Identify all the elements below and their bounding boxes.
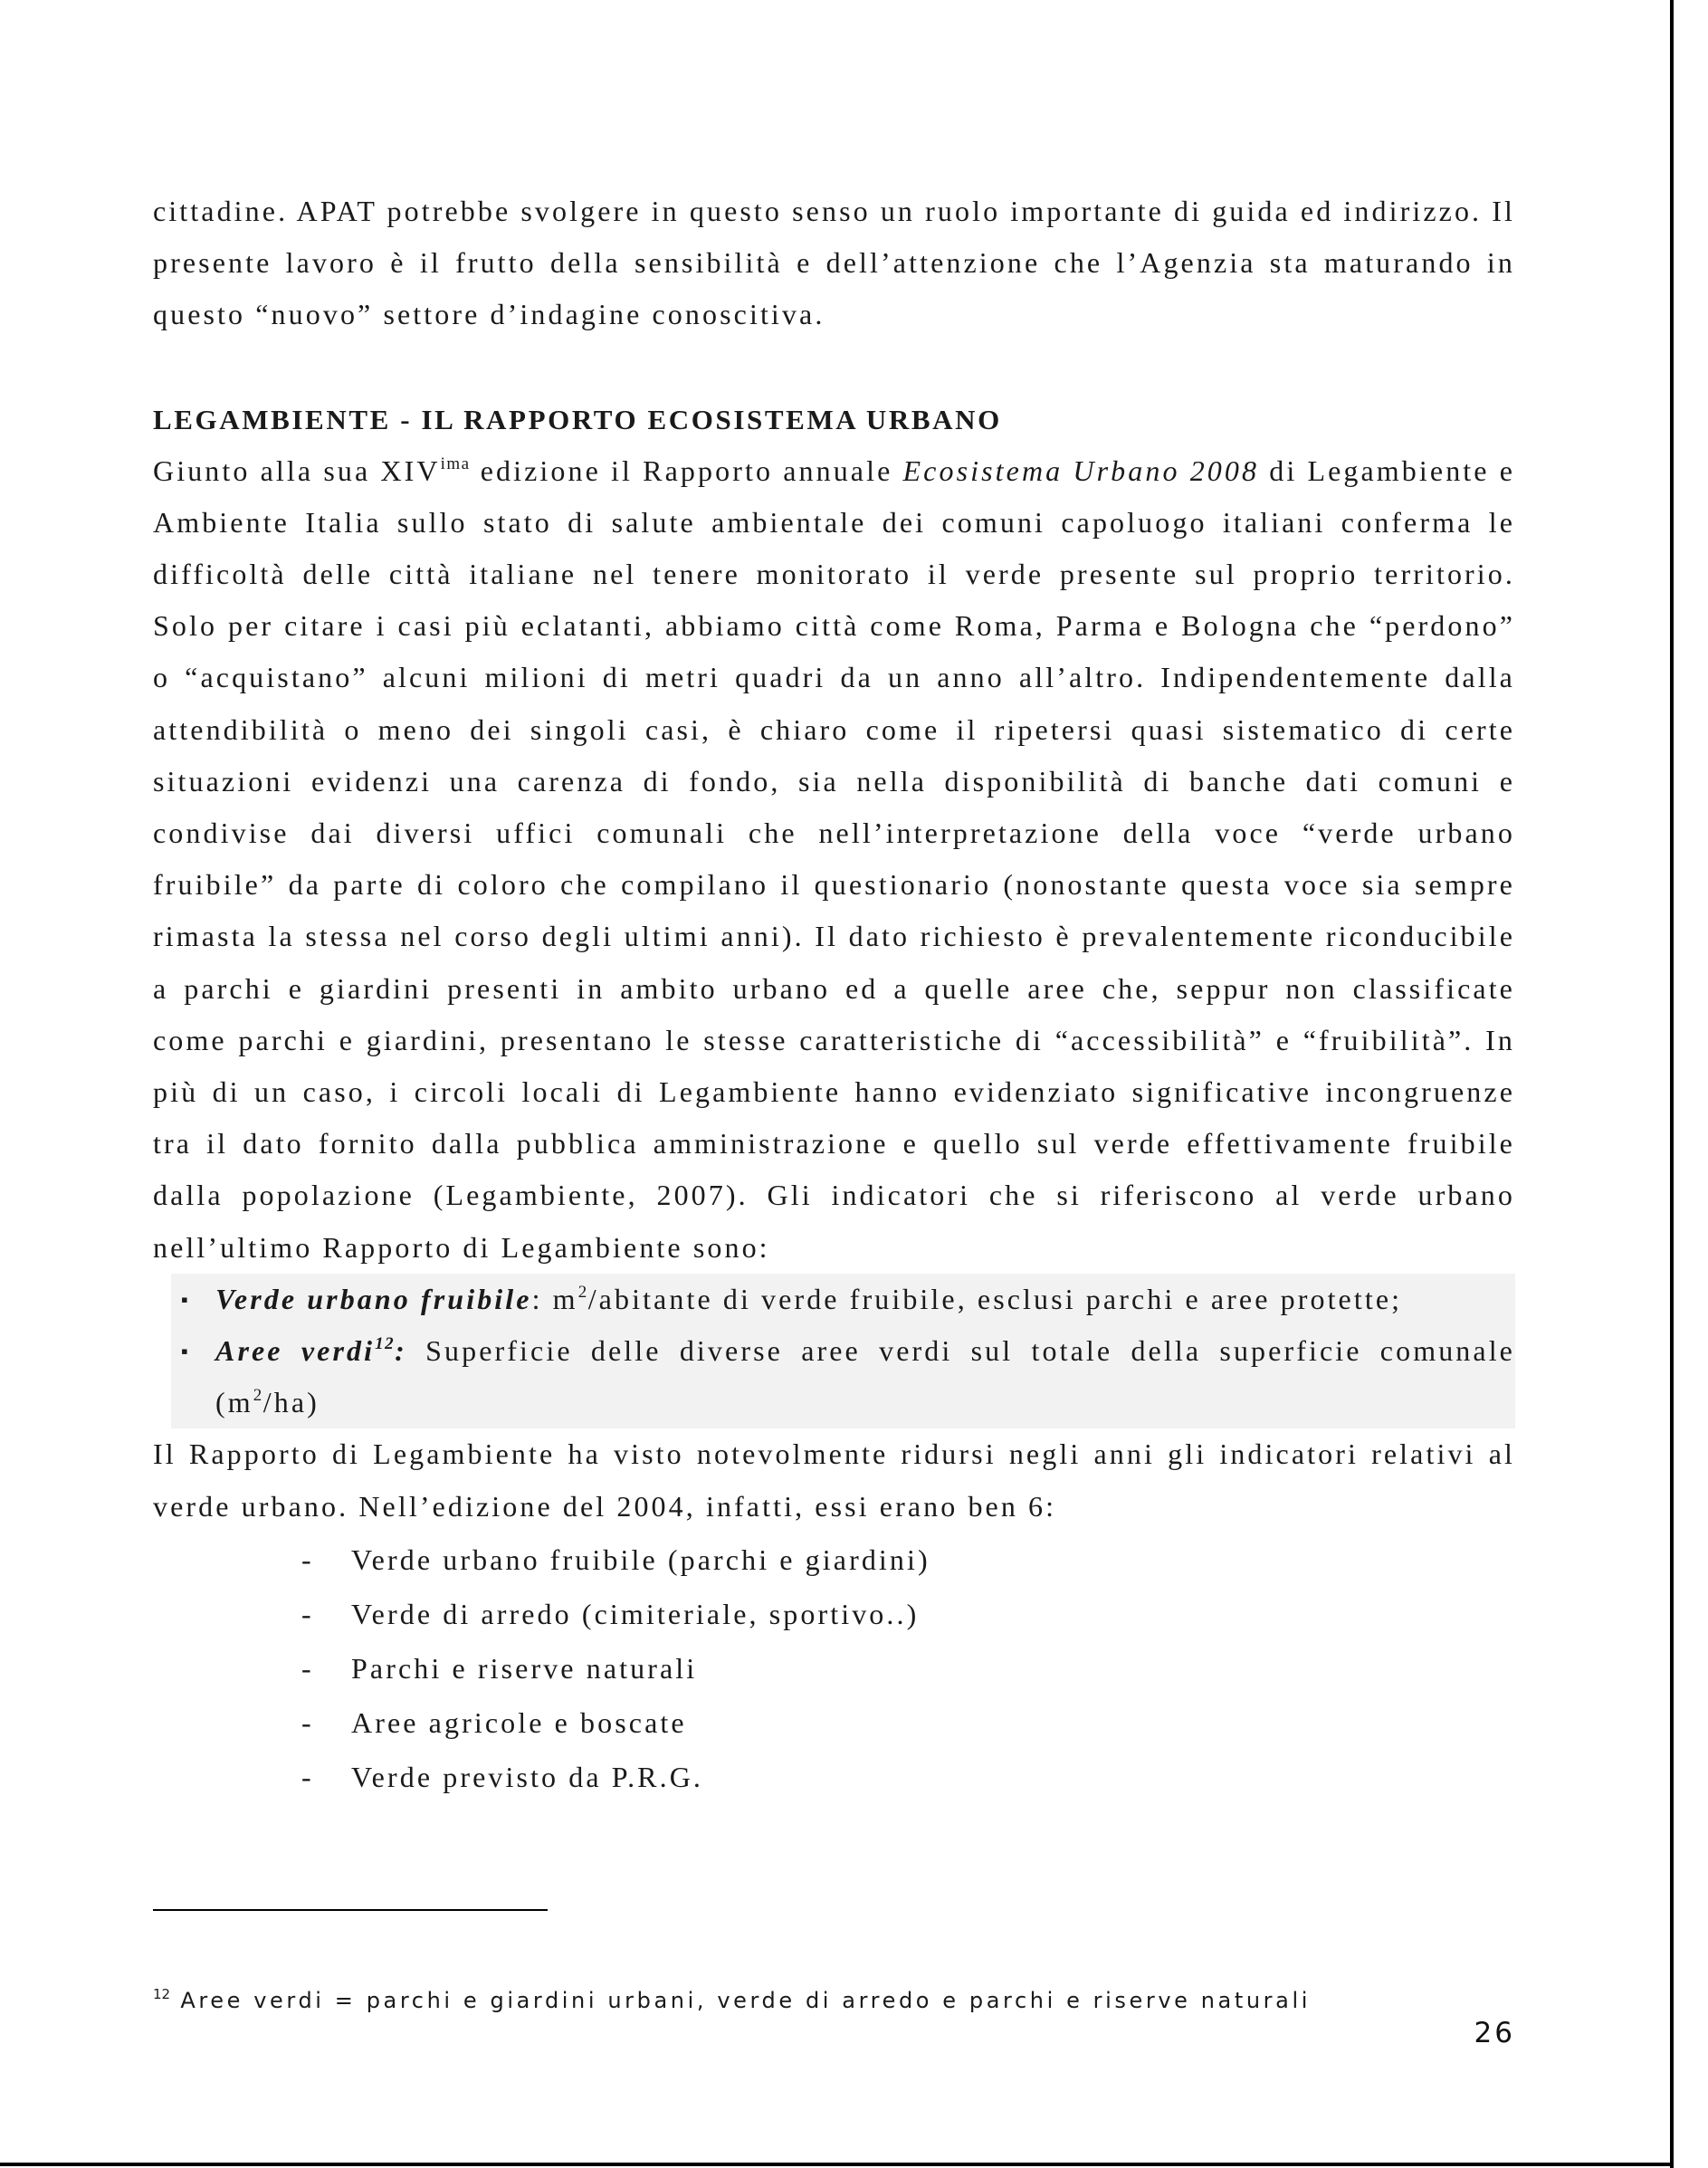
bullet-marker: ▪ (181, 1340, 188, 1363)
indicator-2004-list (153, 1533, 1515, 1804)
dash-marker: - (301, 1542, 314, 1576)
p1-report-title: Ecosistema Urbano 2008 (902, 454, 1260, 487)
page-number: 26 (1474, 2017, 1515, 2049)
section-paragraph-1 (153, 445, 1515, 1274)
intro-paragraph: cittadine. APAT potrebbe svolgere in questo senso un ruolo importante di guida ed indirizzo. Il presente lavoro è il frutto della sensibilità e dell’attenzione che l’Agenzia sta maturando in questo “nuovo” settore d’indagine conoscitiva. (153, 195, 1515, 331)
indicator-text: /abitante di verde fruibile, esclusi parchi e aree protette; (587, 1282, 1403, 1315)
list-item (301, 1533, 1515, 1587)
footnote-reference: 12 (375, 1334, 396, 1354)
list-item (301, 1695, 1515, 1750)
list-item (301, 1641, 1515, 1695)
list-item-label: Parchi e riserve naturali (351, 1651, 698, 1685)
footnote-text: Aree verdi = parchi e giardini urbani, verde di arredo e parchi e riserve naturali (170, 1988, 1311, 2013)
list-item (171, 1325, 1515, 1428)
indicator-term: Verde urbano fruibile (215, 1282, 532, 1315)
p1-text-middle: edizione il Rapporto annuale (470, 454, 903, 487)
indicator-text-end: /ha) (262, 1386, 320, 1419)
p1-text-end: di Legambiente e Ambiente Italia sullo stato di salute ambientale dei comuni capoluogo italiani conferma le difficoltà delle città italiane nel tenere monitorato il verde presente sul proprio territorio. Solo per citare i casi più eclatanti, abbiamo città come Roma, Parma e Bologna che “perdono” o “acquistano” alcuni milioni di metri quadri da un anno all’altro. Indipendentemente dalla attendibilità o meno dei singoli casi, è chiaro come il ripetersi quasi sistematico di certe situazioni evidenzi una carenza di fondo, sia nella disponibilità di banche dati comuni e condivise dai diversi uffici comunali che nell’interpretazione della voce “verde urbano fruibile” da parte di coloro che compilano il questionario (nonostante questa voce sia sempre rimasta la stessa nel corso degli ultimi anni). Il dato richiesto è prevalentemente riconducibile a parchi e giardini presenti in ambito urbano ed a quelle aree che, seppur non classificate come parchi e giardini, presentano le stesse caratteristiche di “accessibilità” e “fruibilità”. In più di un caso, i circoli locali di Legambiente hanno evidenziato significative incongruenze tra il dato fornito dalla pubblica amministrazione e quello sul verde effettivamente fruibile dalla popolazione (Legambiente, 2007). Gli indicatori che si riferiscono al verde urbano nell’ultimo Rapporto di Legambiente sono: (153, 454, 1516, 1264)
list-item-label: Verde previsto da P.R.G. (351, 1760, 704, 1793)
footnote-number: 12 (153, 1986, 171, 2002)
indicator-list (171, 1274, 1515, 1429)
bullet-marker: ▪ (181, 1287, 188, 1311)
list-item-label: Verde urbano fruibile (parchi e giardini) (351, 1542, 930, 1576)
dash-marker: - (301, 1760, 314, 1793)
list-item-label: Verde di arredo (cimiteriale, sportivo..) (351, 1597, 920, 1630)
dash-marker: - (301, 1705, 314, 1739)
indicator-text: Superficie delle diverse aree verdi sul totale della superficie comunale (m (215, 1334, 1515, 1419)
paragraph-gap (153, 341, 1515, 394)
section-paragraph-2: Il Rapporto di Legambiente ha visto notevolmente ridursi negli anni gli indicatori relativi al verde urbano. Nell’edizione del 2004, infatti, essi erano ben 6: (153, 1437, 1515, 1523)
page-border-right (1670, 0, 1674, 2168)
list-item (301, 1587, 1515, 1641)
p1-superscript: ima (440, 454, 471, 473)
indicator-superscript: 2 (253, 1386, 263, 1406)
footnote (153, 1988, 1311, 2013)
dash-marker: - (301, 1651, 314, 1685)
indicator-colon: : (395, 1334, 407, 1368)
p1-text-start: Giunto alla sua XIV (153, 454, 441, 487)
section-heading: LEGAMBIENTE - IL RAPPORTO ECOSISTEMA URBANO (153, 403, 1002, 435)
list-item (301, 1750, 1515, 1804)
page-border-bottom (0, 2163, 1674, 2166)
list-item (171, 1274, 1515, 1325)
dash-marker: - (301, 1597, 314, 1630)
document-body (153, 186, 1515, 1804)
indicator-sep: : m (531, 1282, 578, 1315)
footnote-separator (153, 1909, 548, 1911)
indicator-superscript: 2 (577, 1282, 588, 1302)
indicator-term: Aree verdi (215, 1334, 376, 1368)
list-item-label: Aree agricole e boscate (351, 1705, 687, 1739)
